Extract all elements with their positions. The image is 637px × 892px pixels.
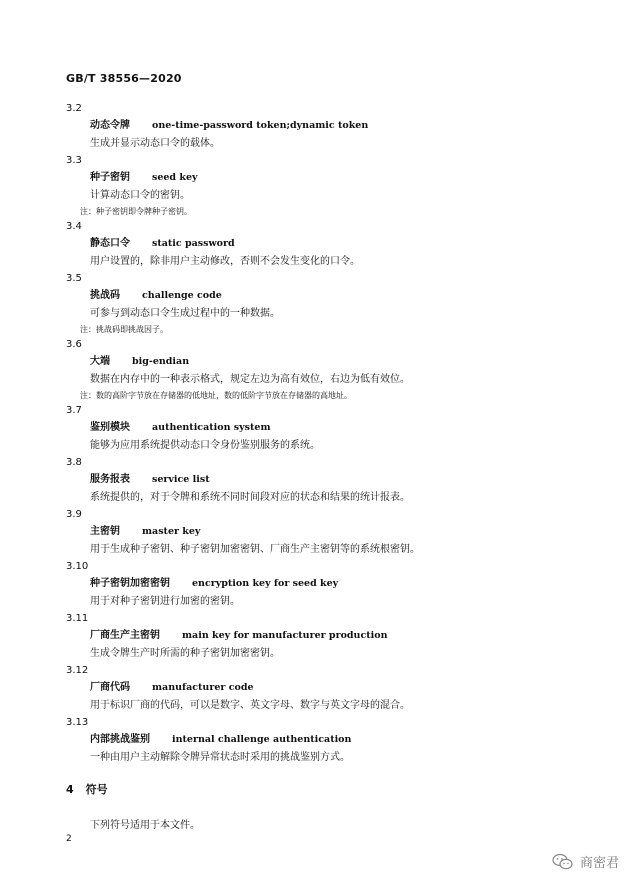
term-entry (66, 507, 586, 559)
term-definition: 计算动态口令的密钥。 (90, 190, 190, 201)
term-entry (66, 219, 586, 271)
term-en: service list (152, 474, 210, 485)
term-zh: 种子密钥加密密钥 (90, 578, 170, 589)
term-line (66, 287, 586, 305)
term-zh: 动态令牌 (90, 120, 130, 131)
term-en: internal challenge authentication (172, 734, 352, 745)
term-zh: 大端 (90, 356, 110, 367)
term-note: 注：挑战码即挑战因子。 (80, 325, 168, 334)
entry-number: 3.6 (66, 339, 82, 350)
term-definition: 可参与到动态口令生成过程中的一种数据。 (90, 308, 280, 319)
term-en: main key for manufacturer production (182, 630, 388, 641)
entry-number: 3.10 (66, 561, 89, 572)
term-zh: 厂商生产主密钥 (90, 630, 160, 641)
term-zh: 挑战码 (90, 290, 120, 301)
entry-number: 3.4 (66, 221, 82, 232)
term-entry (66, 611, 586, 663)
term-zh: 静态口令 (90, 238, 130, 249)
term-definition: 用于对种子密钥进行加密的密钥。 (90, 596, 240, 607)
term-zh: 厂商代码 (90, 682, 130, 693)
term-definition: 数据在内存中的一种表示格式，规定左边为高有效位，右边为低有效位。 (90, 374, 410, 385)
section-title: 符号 (85, 783, 108, 796)
term-definition: 用户设置的，除非用户主动修改，否则不会发生变化的口令。 (90, 256, 360, 267)
watermark (552, 852, 619, 871)
entry-number: 3.8 (66, 457, 82, 468)
section-number: 4 (66, 783, 74, 796)
term-definition: 用于生成种子密钥、种子密钥加密密钥、厂商生产主密钥等的系统根密钥。 (90, 544, 420, 555)
term-en: seed key (152, 172, 198, 183)
term-line (66, 419, 586, 437)
term-line (66, 731, 586, 749)
term-entry (66, 101, 586, 153)
term-line (66, 117, 586, 135)
term-line (66, 353, 586, 371)
entry-number: 3.13 (66, 717, 89, 728)
term-definition: 能够为应用系统提供动态口令身份鉴别服务的系统。 (90, 440, 320, 451)
term-line (66, 471, 586, 489)
term-en: master key (142, 526, 201, 537)
term-entry (66, 153, 586, 219)
entry-number: 3.2 (66, 103, 82, 114)
entry-number: 3.5 (66, 273, 82, 284)
term-en: one-time-password token;dynamic token (152, 120, 369, 131)
term-line (66, 627, 586, 645)
entry-number: 3.11 (66, 613, 89, 624)
term-zh: 主密钥 (90, 526, 120, 537)
term-en: encryption key for seed key (192, 578, 339, 589)
entry-number: 3.3 (66, 155, 82, 166)
term-entry (66, 559, 586, 611)
term-line (66, 575, 586, 593)
term-entry (66, 271, 586, 337)
term-entry (66, 337, 586, 403)
standard-code: GB/T 38556—2020 (66, 72, 182, 85)
term-definition: 系统提供的，对于令牌和系统不同时间段对应的状态和结果的统计报表。 (90, 492, 410, 503)
entry-number: 3.12 (66, 665, 89, 676)
term-definition: 生成令牌生产时所需的种子密钥加密密钥。 (90, 648, 280, 659)
term-definition: 一种由用户主动解除令牌异常状态时采用的挑战鉴别方式。 (90, 752, 350, 763)
term-en: authentication system (152, 422, 271, 433)
wechat-icon (552, 853, 574, 871)
term-zh: 种子密钥 (90, 172, 130, 183)
term-line (66, 169, 586, 187)
entry-number: 3.7 (66, 405, 82, 416)
page-number: 2 (66, 834, 72, 844)
term-entry (66, 715, 586, 767)
term-definition: 生成并显示动态口令的载体。 (90, 138, 220, 149)
term-entry (66, 663, 586, 715)
watermark-text: 商密君 (579, 856, 619, 871)
term-zh: 服务报表 (90, 474, 130, 485)
section-text: 下列符号适用于本文件。 (90, 820, 200, 831)
term-line (66, 523, 586, 541)
section-heading (66, 781, 108, 797)
term-definitions (66, 101, 586, 767)
term-entry (66, 455, 586, 507)
term-line (66, 679, 586, 697)
term-zh: 鉴别模块 (90, 422, 130, 433)
term-zh: 内部挑战鉴别 (90, 734, 150, 745)
term-note: 注：数的高阶字节放在存储器的低地址，数的低阶字节放在存储器的高地址。 (80, 391, 352, 400)
term-en: static password (152, 238, 235, 249)
term-definition: 用于标识厂商的代码，可以是数字、英文字母、数字与英文字母的混合。 (90, 700, 410, 711)
entry-number: 3.9 (66, 509, 82, 520)
term-en: manufacturer code (152, 682, 254, 693)
term-note: 注：种子密钥即令牌种子密钥。 (80, 207, 192, 216)
term-en: big-endian (132, 356, 190, 367)
term-line (66, 235, 586, 253)
term-en: challenge code (142, 290, 222, 301)
term-entry (66, 403, 586, 455)
